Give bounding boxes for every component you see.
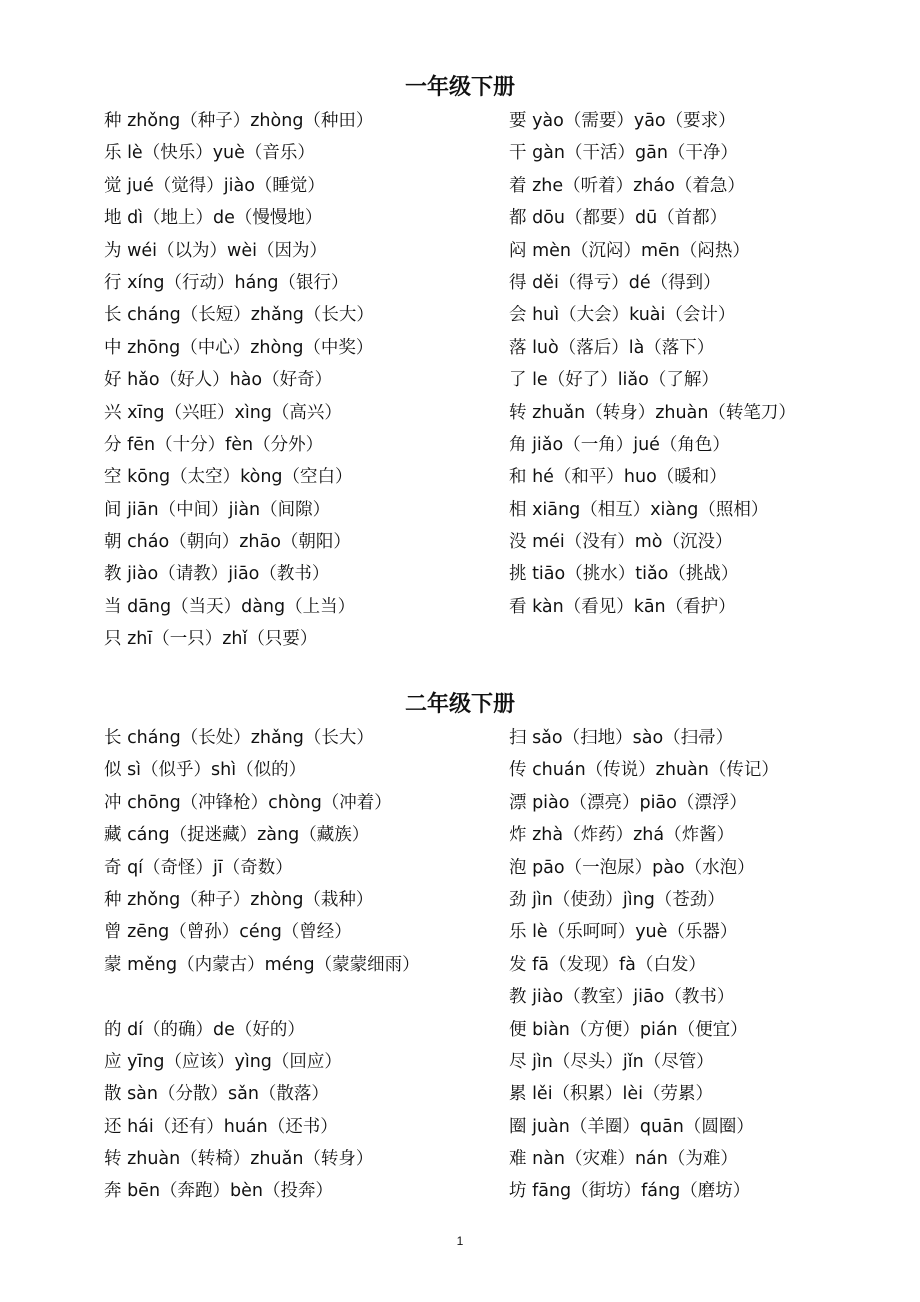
polyphone-entry: 长 cháng（长处）zhǎng（长大） [104,728,374,748]
polyphone-entry: 间 jiān（中间）jiàn（间隙） [104,499,331,520]
polyphone-entry: 觉 jué（觉得）jiào（睡觉） [104,175,325,196]
polyphone-entry: 泡 pāo（一泡尿）pào（水泡） [509,857,755,878]
polyphone-entry: 曾 zēng（曾孙）céng（曾经） [104,922,352,943]
polyphone-entry: 圈 juàn（羊圈）quān（圆圈） [509,1116,754,1137]
polyphone-entry: 空 kōng（太空）kòng（空白） [104,467,353,488]
polyphone-entry: 中 zhōng（中心）zhòng（中奖） [104,337,374,358]
polyphone-entry: 落 luò（落后）là（落下） [509,337,715,358]
polyphone-entry: 漂 piào（漂亮）piāo（漂浮） [509,792,747,813]
polyphone-entry: 看 kàn（看见）kān（看护） [509,596,736,617]
polyphone-entry: 还 hái（还有）huán（还书） [104,1116,338,1137]
polyphone-entry: 尽 jìn（尽头）jǐn（尽管） [509,1051,714,1072]
polyphone-entry: 转 zhuàn（转椅）zhuǎn（转身） [104,1149,374,1170]
polyphone-entry: 奔 bēn（奔跑）bèn（投奔） [104,1181,333,1202]
grade2-left-column [104,722,420,1208]
polyphone-entry: 便 biàn（方便）pián（便宜） [509,1019,748,1040]
polyphone-entry: 好 hǎo（好人）hào（好奇） [104,370,333,391]
section-title-grade1: 一年级下册 [404,75,515,100]
polyphone-entry: 得 děi（得亏）dé（得到） [509,272,721,293]
polyphone-entry: 了 le（好了）liǎo（了解） [509,370,719,391]
polyphone-entry: 行 xíng（行动）háng（银行） [104,272,349,293]
section-title-grade2: 二年级下册 [404,692,515,717]
polyphone-entry: 闷 mèn（沉闷）mēn（闷热） [509,240,750,261]
polyphone-entry: 冲 chōng（冲锋枪）chòng（冲着） [104,792,392,813]
polyphone-entry: 乐 lè（快乐）yuè（音乐） [104,143,315,164]
polyphone-entry: 为 wéi（以为）wèi（因为） [104,240,327,261]
polyphone-entry: 地 dì（地上）de（慢慢地） [104,208,323,229]
polyphone-entry: 朝 cháo（朝向）zhāo（朝阳） [104,532,351,553]
polyphone-entry: 坊 fāng（街坊）fáng（磨坊） [509,1181,751,1202]
polyphone-entry: 长 cháng（长短）zhǎng（长大） [104,305,374,326]
polyphone-entry: 只 zhī（一只）zhǐ（只要） [104,629,318,650]
polyphone-entry: 扫 sǎo（扫地）sào（扫帚） [509,728,734,748]
polyphone-entry: 奇 qí（奇怪）jī（奇数） [104,857,293,878]
polyphone-entry: 相 xiāng（相互）xiàng（照相） [509,499,769,520]
polyphone-entry: 乐 lè（乐呵呵）yuè（乐器） [509,922,738,943]
polyphone-entry: 会 huì（大会）kuài（会计） [509,305,736,326]
polyphone-entry: 劲 jìn（使劲）jìng（苍劲） [509,889,725,910]
polyphone-entry: 累 lěi（积累）lèi（劳累） [509,1084,714,1105]
grade1-left-column [104,105,374,656]
polyphone-entry: 应 yīng（应该）yìng（回应） [104,1051,342,1072]
polyphone-entry: 传 chuán（传说）zhuàn（传记） [509,760,779,781]
polyphone-entry: 挑 tiāo（挑水）tiǎo（挑战） [509,564,739,585]
polyphone-entry: 发 fā（发现）fà（白发） [509,954,706,975]
polyphone-entry: 转 zhuǎn（转身）zhuàn（转笔刀） [509,402,796,423]
polyphone-entry: 干 gàn（干活）gān（干净） [509,143,738,164]
polyphone-entry: 兴 xīng（兴旺）xìng（高兴） [104,402,342,423]
polyphone-entry: 难 nàn（灾难）nán（为难） [509,1149,738,1170]
page-number: 1 [456,1234,464,1248]
polyphone-entry: 没 méi（没有）mò（沉没） [509,532,733,553]
polyphone-entry: 藏 cáng（捉迷藏）zàng（藏族） [104,825,370,846]
polyphone-entry: 蒙 měng（内蒙古）méng（蒙蒙细雨） [104,954,420,975]
polyphone-entry: 角 jiǎo（一角）jué（角色） [509,434,730,455]
grade1-right-column [509,105,796,623]
polyphone-entry: 似 sì（似乎）shì（似的） [104,760,307,781]
polyphone-entry: 都 dōu（都要）dū（首都） [509,208,728,229]
polyphone-entry: 的 dí（的确）de（好的） [104,1019,305,1040]
polyphone-entry: 教 jiào（教室）jiāo（教书） [509,987,735,1008]
polyphone-entry: 分 fēn（十分）fèn（分外） [104,434,324,455]
polyphone-entry: 和 hé（和平）huo（暖和） [509,467,727,488]
polyphone-entry: 要 yào（需要）yāo（要求） [509,111,736,131]
polyphone-entry [104,981,420,1013]
polyphone-entry: 散 sàn（分散）sǎn（散落） [104,1084,329,1105]
polyphone-entry: 种 zhǒng（种子）zhòng（种田） [104,111,374,131]
polyphone-entry: 当 dāng（当天）dàng（上当） [104,596,356,617]
polyphone-entry: 着 zhe（听着）zháo（着急） [509,175,745,196]
polyphone-entry: 教 jiào（请教）jiāo（教书） [104,564,330,585]
polyphone-entry: 种 zhǒng（种子）zhòng（栽种） [104,889,374,910]
grade2-right-column [509,722,779,1208]
polyphone-entry: 炸 zhà（炸药）zhá（炸酱） [509,825,735,846]
